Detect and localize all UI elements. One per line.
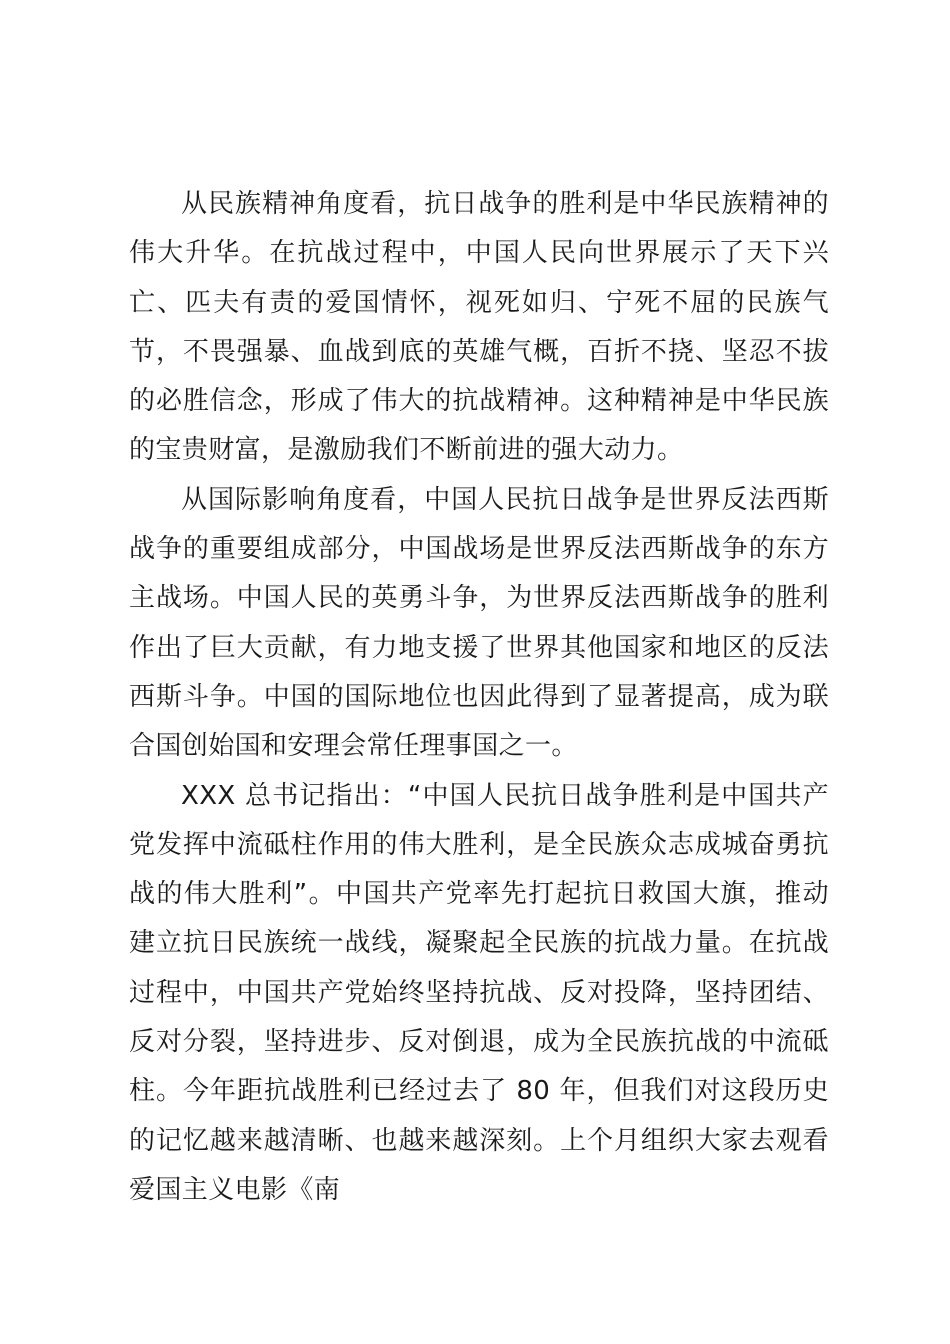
- paragraph-national-spirit: 从民族精神角度看，抗日战争的胜利是中华民族精神的伟大升华。在抗战过程中，中国人民向世界展示了天下兴亡、匹夫有责的爱国情怀，视死如归、宁死不屈的民族气节，不畏强暴、血战到底的英雄气概，百折不挠、坚忍不拔的必胜信念，形成了伟大的抗战精神。这种精神是中华民族的宝贵财富，是激励我们不断前进的强大动力。: [129, 189, 829, 466]
- paragraph-party-role: XXX 总书记指出：“中国人民抗日战争胜利是中国共产党发挥中流砥柱作用的伟大胜利，是全民族众志成城奋勇抗战的伟大胜利”。中国共产党率先打起抗日救国大旗，推动建立抗日民族统一战线，凝聚起全民族的抗战力量。在抗战过程中，中国共产党始终坚持抗战、反对投降，坚持团结、反对分裂，坚持进步、反对倒退，成为全民族抗战的中流砥柱。今年距抗战胜利已经过去了 80 年，但我们对这段历史的记忆越来越清晰、也越来越深刻。上个月组织大家去观看爱国主义电影《南: [129, 780, 829, 1205]
- paragraph-international-impact: 从国际影响角度看，中国人民抗日战争是世界反法西斯战争的重要组成部分，中国战场是世界反法西斯战争的东方主战场。中国人民的英勇斗争，为世界反法西斯战争的胜利作出了巨大贡献，有力地支援了世界其他国家和地区的反法西斯斗争。中国的国际地位也因此得到了显著提高，成为联合国创始国和安理会常任理事国之一。: [129, 484, 829, 762]
- document-body: [129, 180, 829, 1215]
